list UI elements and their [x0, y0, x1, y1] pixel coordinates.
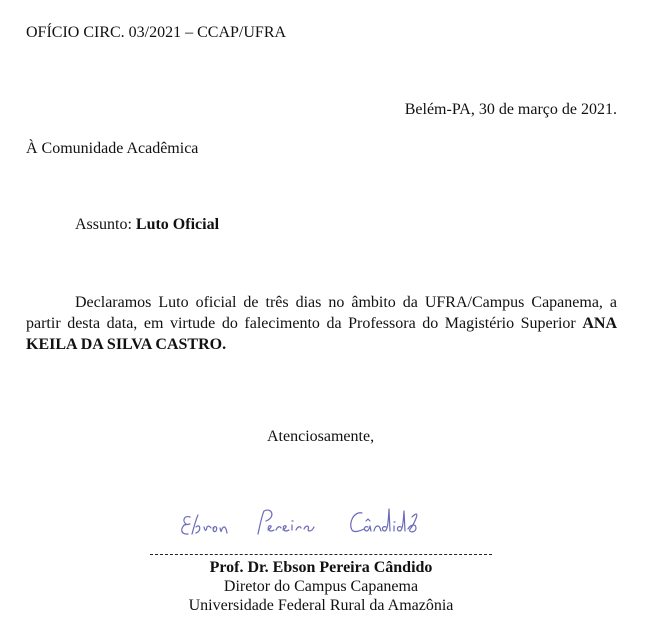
- recipient: À Comunidade Acadêmica: [26, 140, 199, 157]
- signatory-name: Prof. Dr. Ebson Pereira Cândido: [209, 559, 433, 576]
- signature-line: [150, 554, 492, 555]
- subject-value: Luto Oficial: [135, 216, 220, 233]
- closing: Atenciosamente,: [267, 428, 375, 445]
- body-paragraph: [26, 292, 617, 355]
- document-reference: OFÍCIO CIRC. 03/2021 – CCAP/UFRA: [26, 24, 287, 41]
- deceased-name: ANA KEILA DA SILVA CASTRO.: [26, 315, 617, 353]
- subject-label: Assunto:: [75, 216, 136, 233]
- signatory-block: [150, 558, 492, 615]
- body-text: Declaramos Luto oficial de três dias no âmbito da UFRA/Campus Capanema, a partir desta data, em virtude do falecimento da Professora do Magistério Superior: [26, 294, 617, 332]
- signature-scribble-icon: [176, 497, 476, 545]
- handwritten-signature: [176, 497, 476, 545]
- signatory-institution: Universidade Federal Rural da Amazônia: [188, 597, 454, 614]
- date-line: Belém-PA, 30 de março de 2021.: [404, 101, 617, 118]
- subject-line: [75, 216, 219, 234]
- signatory-title: Diretor do Campus Capanema: [223, 578, 419, 595]
